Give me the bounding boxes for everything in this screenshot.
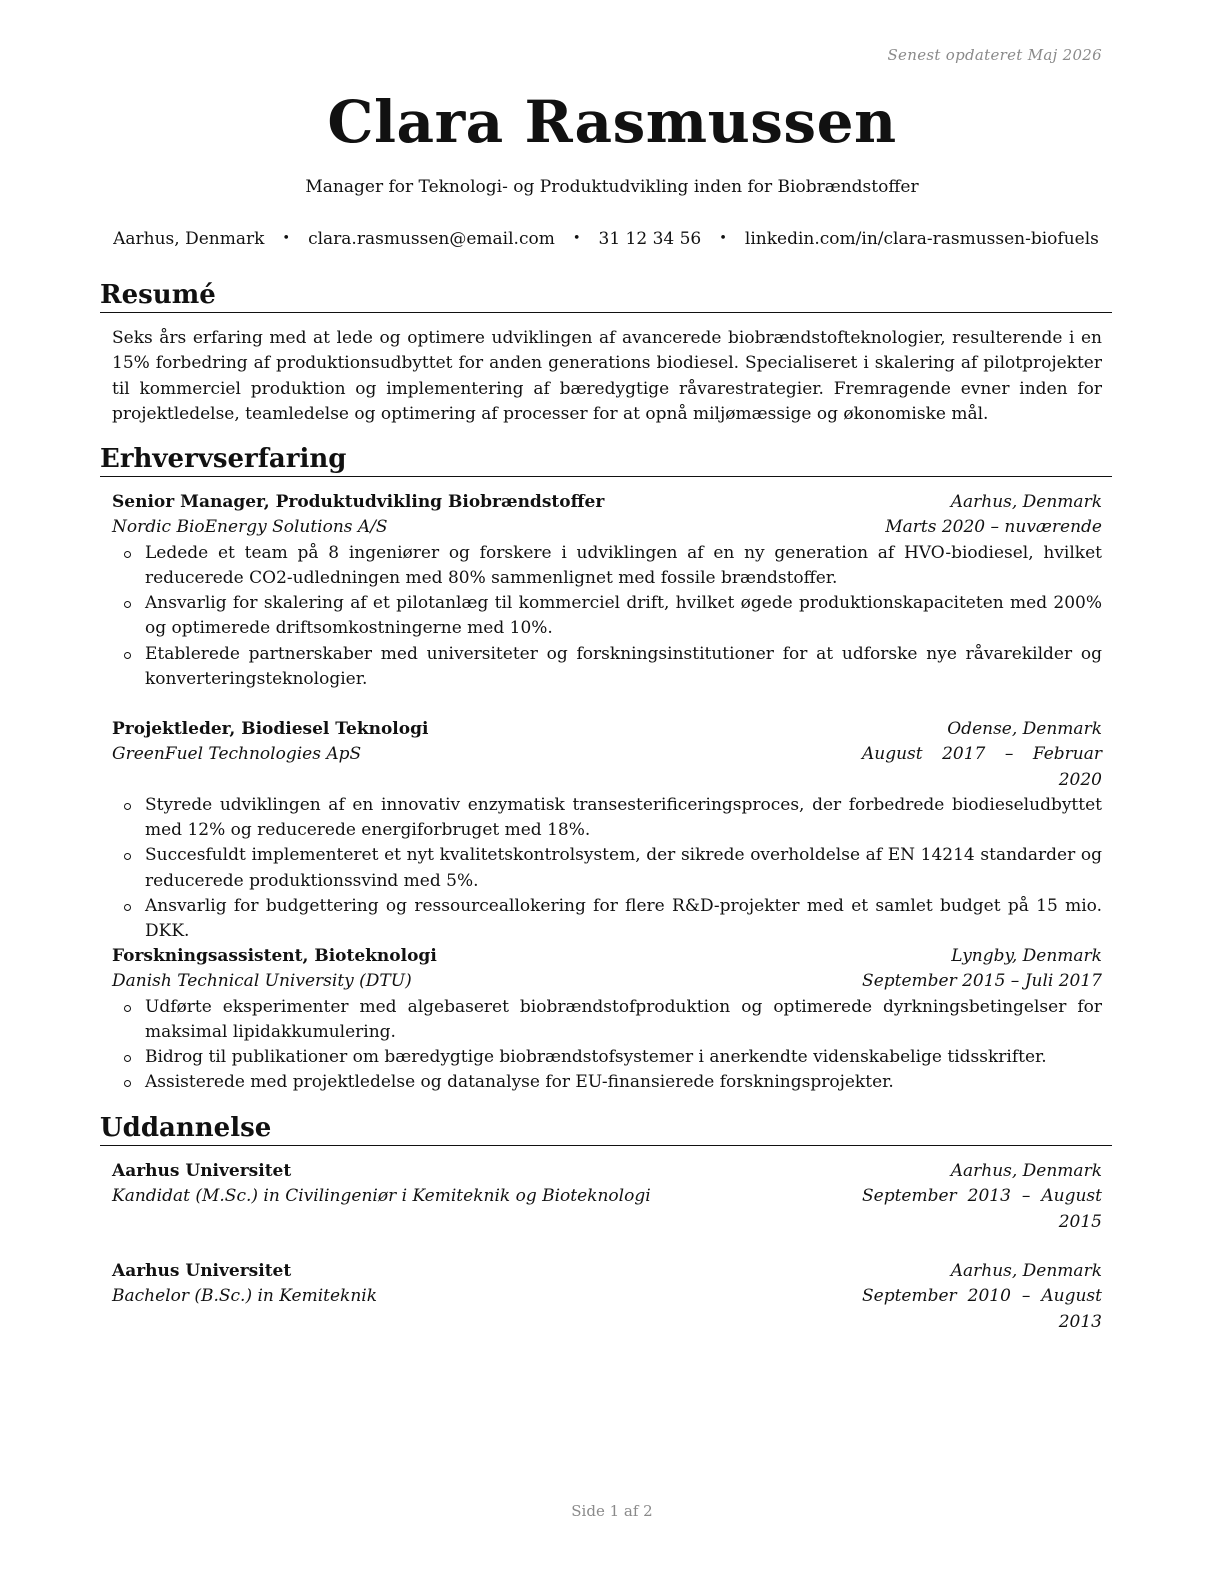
last-updated: Senest opdateret Maj 2026 (887, 46, 1102, 64)
list-item: Succesfuldt implementeret et nyt kvalitetskontrolsystem, der sikrede overholdelse af EN 14214 standarder og reducerede produktionssvind med 5%. (112, 843, 1102, 894)
contact-separator: • (572, 231, 581, 246)
contact-separator: • (282, 231, 291, 246)
contact-line (100, 228, 1112, 250)
job-dates: Marts 2020 – nuværende (885, 517, 1102, 538)
education-location: Aarhus, Denmark (950, 1161, 1102, 1181)
job-bullets (112, 541, 1102, 693)
contact-location: Aarhus, Denmark (113, 229, 265, 249)
job-role: Senior Manager, Produktudvikling Biobrændstoffer (112, 492, 605, 512)
list-item: Bidrog til publikationer om bæredygtige biobrændstofsystemer i anerkendte videnskabelige tidsskrifter. (112, 1045, 1102, 1070)
education-dates: September 2013 – August 2015 (862, 1186, 1102, 1232)
page-number: Side 1 af 2 (571, 1502, 653, 1520)
job-location: Aarhus, Denmark (950, 492, 1102, 512)
job-dates: September 2015 – Juli 2017 (862, 971, 1102, 992)
job-bullets (112, 995, 1102, 1096)
job-entry (112, 944, 1102, 1096)
education-entry (112, 1259, 1102, 1335)
candidate-name: Clara Rasmussen (327, 88, 897, 156)
contact-separator: • (719, 231, 727, 246)
list-item: Ansvarlig for skalering af et pilotanlæg til kommerciel drift, hvilket øgede produktionskapaciteten med 200% og optimerede driftsomkostningerne med 10%. (112, 591, 1102, 642)
job-entry (112, 490, 1102, 692)
list-item: Styrede udviklingen af en innovativ enzymatisk transesterificeringsproces, der forbedrede biodieseludbyttet med 12% og reducerede energiforbruget med 18%. (112, 793, 1102, 844)
section-title-experience: Erhvervserfaring (100, 444, 1112, 477)
education-entry (112, 1159, 1102, 1235)
education-dates: September 2010 – August 2013 (862, 1286, 1102, 1332)
contact-email[interactable]: clara.rasmussen@email.com (308, 229, 555, 249)
job-role: Projektleder, Biodiesel Teknologi (112, 719, 429, 739)
education-school: Aarhus Universitet (112, 1261, 292, 1281)
section-title-education: Uddannelse (100, 1113, 1112, 1146)
job-title: Manager for Teknologi- og Produktudvikling inden for Biobrændstoffer (305, 177, 919, 197)
education-degree: Kandidat (M.Sc.) in Civilingeniør i Kemiteknik og Bioteknologi (112, 1186, 651, 1207)
job-location: Odense, Denmark (947, 719, 1102, 739)
list-item: Ansvarlig for budgettering og ressourceallokering for flere R&D-projekter med et samlet budget på 15 mio. DKK. (112, 894, 1102, 945)
job-dates: August 2017 – Februar 2020 (862, 744, 1102, 790)
education-degree: Bachelor (B.Sc.) in Kemiteknik (112, 1286, 378, 1307)
job-entry (112, 717, 1102, 945)
job-location: Lyngby, Denmark (951, 946, 1102, 966)
list-item: Etablerede partnerskaber med universiteter og forskningsinstitutioner for at udforske nye råvarekilder og konverteringsteknologier. (112, 642, 1102, 693)
list-item: Assisterede med projektledelse og datanalyse for EU-finansierede forskningsprojekter. (112, 1070, 1102, 1095)
education-location: Aarhus, Denmark (950, 1261, 1102, 1281)
summary-text: Seks års erfaring med at lede og optimere udviklingen af avancerede biobrændstofteknologier, resulterende i en 15% forbedring af produktionsudbyttet for anden generations biodiesel. Specialiseret i skalering af pilotprojekter til kommerciel produktion og implementering af bæredygtige råvarestrategier. Fremragende evner inden for projektledelse, teamledelse og optimering af processer for at opnå miljømæssige og økonomiske mål. (112, 328, 1102, 424)
job-company: GreenFuel Technologies ApS (112, 744, 362, 765)
contact-linkedin[interactable]: linkedin.com/in/clara-rasmussen-biofuels (744, 229, 1099, 249)
list-item: Ledede et team på 8 ingeniører og forskere i udviklingen af en ny generation af HVO-biodiesel, hvilket reducerede CO2-udledningen med 80% sammenlignet med fossile brændstoffer. (112, 541, 1102, 592)
education-school: Aarhus Universitet (112, 1161, 292, 1181)
section-title-summary: Resumé (100, 280, 1112, 313)
job-bullets (112, 793, 1102, 945)
list-item: Udførte eksperimenter med algebaseret biobrændstofproduktion og optimerede dyrkningsbetingelser for maksimal lipidakkumulering. (112, 995, 1102, 1046)
contact-phone: 31 12 34 56 (598, 229, 702, 249)
job-role: Forskningsassistent, Bioteknologi (112, 946, 437, 966)
job-company: Danish Technical University (DTU) (112, 971, 412, 992)
job-company: Nordic BioEnergy Solutions A/S (112, 517, 388, 538)
